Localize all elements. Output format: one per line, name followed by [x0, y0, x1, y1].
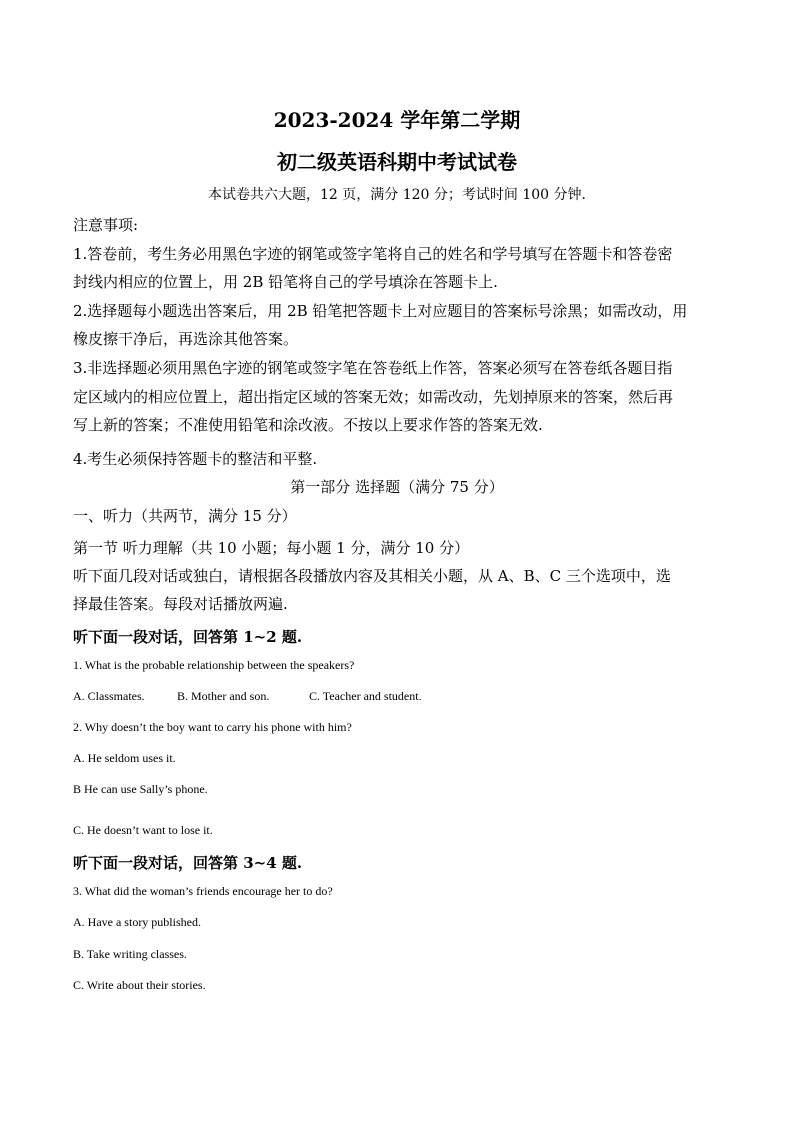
subsection1-heading: 第一节 听力理解（共 10 小题；每小题 1 分，满分 10 分） — [73, 539, 470, 557]
exam-info: 本试卷共六大题，12 页，满分 120 分；考试时间 100 分钟. — [208, 187, 586, 203]
notes-heading: 注意事项: — [73, 216, 139, 234]
note-4: 4.考生必须保持答题卡的整洁和平整. — [73, 450, 318, 468]
question-2: 2. Why doesn’t the boy want to carry his phone with him? — [73, 720, 352, 734]
note-2-line-2: 橡皮擦干净后，再选涂其他答案。 — [73, 330, 299, 348]
question-2-option-b: B He can use Sally’s phone. — [73, 782, 208, 796]
question-3-option-b: B. Take writing classes. — [73, 947, 187, 961]
question-3-option-c: C. Write about their stories. — [73, 978, 206, 992]
year-term-title: 2023-2024 学年第二学期 — [273, 108, 521, 132]
note-2-line-1: 2.选择题每小题选出答案后，用 2B 铅笔把答题卡上对应题目的答案标号涂黑；如需改动，用 — [73, 302, 688, 320]
note-1-line-2: 封线内相应的位置上，用 2B 铅笔将自己的学号填涂在答题卡上. — [73, 273, 498, 291]
note-3-line-1: 3.非选择题必须用黑色字迹的钢笔或签字笔在答卷纸上作答，答案必须写在答卷纸各题目指 — [73, 359, 673, 377]
question-1-option-c: C. Teacher and student. — [309, 689, 422, 703]
section1-heading: 一、听力（共两节，满分 15 分） — [73, 507, 297, 525]
question-1: 1. What is the probable relationship between the speakers? — [73, 658, 355, 672]
note-3-line-3: 写上新的答案；不准使用铅笔和涂改液。不按以上要求作答的答案无效. — [73, 416, 543, 434]
note-1-line-1: 1.答卷前，考生务必用黑色字迹的钢笔或签字笔将自己的姓名和学号填写在答题卡和答卷密 — [73, 245, 673, 263]
question-1-option-b: B. Mother and son. — [177, 689, 270, 703]
note-3-line-2: 定区域内的相应位置上，超出指定区域的答案无效；如需改动，先划掉原来的答案，然后再 — [73, 388, 674, 406]
instructions-line-1: 听下面几段对话或独白，请根据各段播放内容及其相关小题，从 A、B、C 三个选项中，选 — [73, 567, 671, 585]
part1-heading: 第一部分 选择题（满分 75 分） — [290, 478, 504, 496]
instructions-line-2: 择最佳答案。每段对话播放两遍. — [73, 595, 288, 613]
question-2-option-a: A. He seldom uses it. — [73, 751, 176, 765]
question-1-option-a: A. Classmates. — [73, 689, 145, 703]
dialogue-2-heading: 听下面一段对话，回答第 3~4 题. — [73, 854, 303, 872]
question-3: 3. What did the woman’s friends encourage her to do? — [73, 884, 333, 898]
question-2-option-c: C. He doesn’t want to lose it. — [73, 823, 213, 837]
question-1-options — [73, 689, 722, 704]
exam-title: 初二级英语科期中考试试卷 — [277, 150, 517, 174]
question-3-option-a: A. Have a story published. — [73, 915, 201, 929]
dialogue-1-heading: 听下面一段对话，回答第 1~2 题. — [73, 628, 303, 646]
